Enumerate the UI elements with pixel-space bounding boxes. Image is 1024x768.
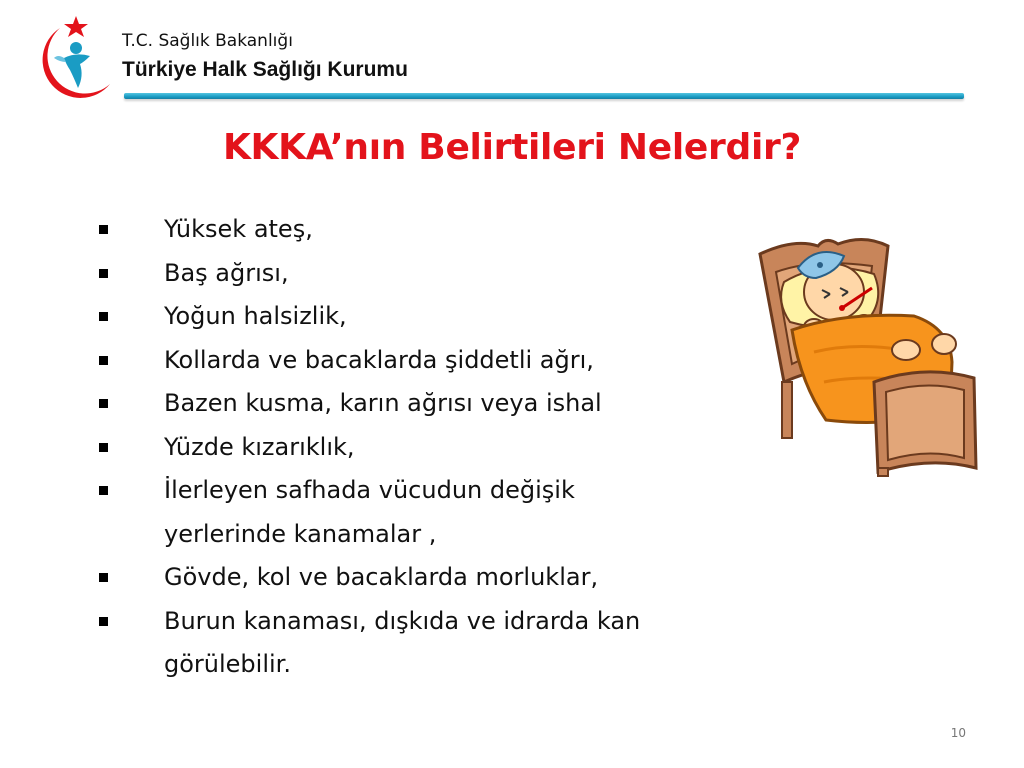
list-item-text: Yüksek ateş, [164, 215, 313, 243]
list-item-text: Kollarda ve bacaklarda şiddetli ağrı, [164, 345, 594, 374]
list-item-text: Yüzde kızarıklık, [164, 432, 355, 461]
bullet-square-icon [99, 399, 108, 408]
list-item [96, 339, 724, 383]
sick-child-in-bed-icon [754, 232, 982, 478]
bullet-square-icon [99, 486, 108, 495]
list-item-text: Yoğun halsizlik, [164, 302, 347, 330]
list-item [96, 295, 724, 339]
organization-name: T.C. Sağlık Bakanlığı [122, 31, 293, 51]
symptom-list [96, 208, 724, 687]
bullet-square-icon [99, 269, 108, 278]
list-item-text: Gövde, kol ve bacaklarda morluklar, [164, 563, 599, 591]
list-item-text: Baş ağrısı, [164, 258, 289, 287]
bullet-square-icon [99, 312, 108, 321]
page-number: 10 [950, 726, 966, 740]
ministry-of-health-logo-icon [34, 14, 116, 104]
list-item [96, 426, 724, 470]
bullet-square-icon [99, 573, 108, 582]
list-item-text: İlerleyen safhada vücudun değişik yerlerinde kanamalar , [164, 476, 575, 548]
list-item [96, 600, 694, 687]
list-item [96, 469, 684, 556]
bullet-square-icon [99, 443, 108, 452]
slide-title: KKKA’nın Belirtileri Nelerdir? [222, 127, 802, 168]
bullet-square-icon [99, 356, 108, 365]
bullet-square-icon [99, 225, 108, 234]
list-item [96, 208, 724, 252]
list-item-text: Burun kanaması, dışkıda ve idrarda kan görülebilir. [164, 606, 641, 678]
list-item [96, 556, 724, 600]
list-item [96, 252, 724, 296]
list-item [96, 382, 724, 426]
list-item-text: Bazen kusma, karın ağrısı veya ishal [164, 389, 602, 417]
institution-name: Türkiye Halk Sağlığı Kurumu [122, 58, 408, 81]
header-divider [124, 93, 964, 99]
bullet-square-icon [99, 617, 108, 626]
